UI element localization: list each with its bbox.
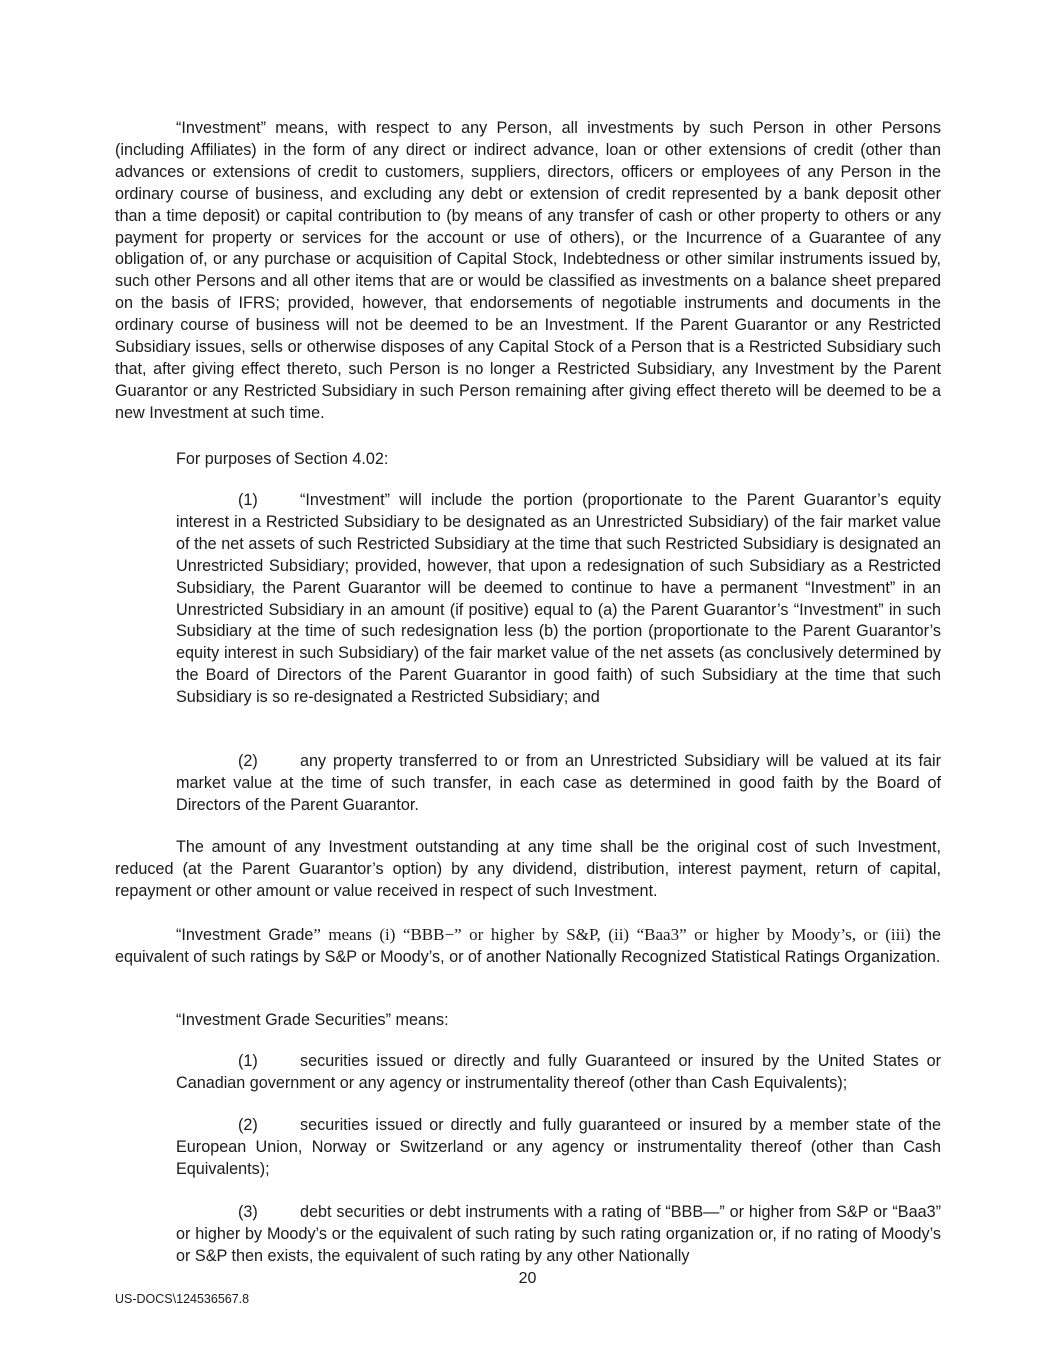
page-number: 20	[518, 1270, 537, 1287]
investment-grade-definition	[115, 924, 941, 969]
investment-definition: “Investment” means, with respect to any Person, all investments by such Person in other Persons (including Affiliates) in the form of any direct or indirect advance, loan or other extensions of credit (other than advances or extensions of credit to customers, suppliers, directors, officers or employees of any Person in the ordinary course of business, and excluding any debt or extension of credit represented by a bank deposit other than a time deposit) or capital contribution to (by means of any transfer of cash or other property to others or any payment for property or services for the account or use of others), or the Incurrence of a Guarantee of any obligation of, or any purchase or acquisition of Capital Stock, Indebtedness or other similar instruments issued by, such other Persons and all other items that are or would be classified as investments on a balance sheet prepared on the basis of IFRS; provided, however, that endorsements of negotiable instruments and documents in the ordinary course of business will not be deemed to be an Investment. If the Parent Guarantor or any Restricted Subsidiary issues, sells or otherwise disposes of any Capital Stock of a Person that is a Restricted Subsidiary such that, after giving effect thereto, such Person is no longer a Restricted Subsidiary, any Investment by the Parent Guarantor or any Restricted Subsidiary in such Person remaining after giving effect thereto will be deemed to be a new Investment at such time.	[115, 119, 941, 422]
securities-item-1	[176, 1051, 941, 1095]
purposes-item-2	[176, 751, 941, 817]
purposes-item-1	[176, 490, 941, 709]
item-text: debt securities or debt instruments with a rating of “BBB—” or higher from S&P or “Baa3” or higher by Moody’s or the equivalent of such rating by such rating organization or, if no rating of Moody’s or S&P then exists, the equivalent of such rating by any other Nationally	[176, 1203, 941, 1265]
purposes-heading: For purposes of Section 4.02:	[176, 450, 389, 468]
item-text: securities issued or directly and fully guaranteed or insured by a member state of the European Union, Norway or Switzerland or any agency or instrumentality thereof (other than Cash Equivalents);	[176, 1116, 941, 1178]
item-label: (1)	[238, 491, 258, 509]
item-label: (3)	[238, 1203, 258, 1221]
grade-rest: the equivalent of such ratings by S&P or Moody’s, or of another Nationally Recognized Statistical Ratings Organization.	[115, 926, 941, 966]
investment-grade-securities-heading: “Investment Grade Securities” means:	[176, 1011, 449, 1029]
item-label: (1)	[238, 1052, 258, 1070]
item-text: “Investment” will include the portion (proportionate to the Parent Guarantor’s equity interest in a Restricted Subsidiary to be designated as an Unrestricted Subsidiary) of the fair market value of the net assets of such Restricted Subsidiary at the time that such Restricted Subsidiary is designated an Unrestricted Subsidiary; provided, however, that upon a redesignation of such Subsidiary as a Restricted Subsidiary, the Parent Guarantor will be deemed to continue to have a permanent “Investment” in an Unrestricted Subsidiary in an amount (if positive) equal to (a) the Parent Guarantor’s “Investment” in such Subsidiary at the time of such redesignation less (b) the portion (proportionate to the Parent Guarantor’s equity interest in such Subsidiary) of the fair market value of the net assets (as conclusively determined by the Board of Directors of the Parent Guarantor in good faith) of such Subsidiary at the time that such Subsidiary is so re-designated a Restricted Subsidiary; and	[176, 491, 941, 707]
securities-item-3	[176, 1202, 941, 1268]
document-id: US-DOCS\124536567.8	[115, 1292, 250, 1306]
investment-amount-paragraph: The amount of any Investment outstanding at any time shall be the original cost of such Investment, reduced (at the Parent Guarantor’s option) by any dividend, distribution, interest payment, return of capital, repayment or other amount or value received in respect of such Investment.	[115, 838, 941, 900]
grade-serif-text: ” means (i) “BBB−” or higher by S&P, (ii) “Baa3” or higher by Moody’s, or (iii)	[313, 925, 911, 944]
securities-item-2	[176, 1115, 941, 1181]
item-text: securities issued or directly and fully Guaranteed or insured by the United States or Canadian government or any agency or instrumentality thereof (other than Cash Equivalents);	[176, 1052, 941, 1092]
item-label: (2)	[238, 752, 258, 770]
item-text: any property transferred to or from an Unrestricted Subsidiary will be valued at its fair market value at the time of such transfer, in each case as determined in good faith by the Board of Directors of the Parent Guarantor.	[176, 752, 941, 814]
item-label: (2)	[238, 1116, 258, 1134]
grade-lead: “Investment Grade	[176, 926, 314, 944]
